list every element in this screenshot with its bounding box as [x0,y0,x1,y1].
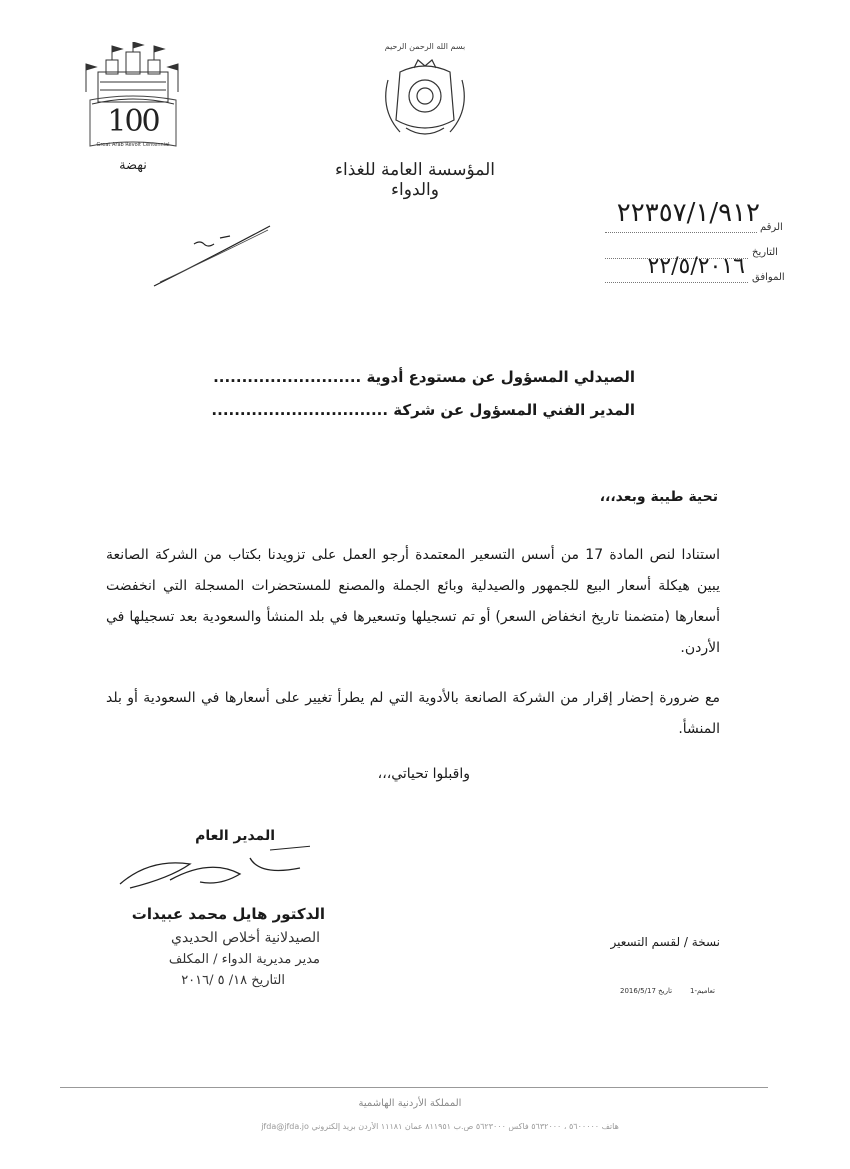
number-handwritten: ٢٢٣٥٧/١/٩١٢ [616,198,760,228]
stamp-line-1: الصيدلانية أخلاص الحديدي [171,930,320,946]
small-footer-date: تاريخ 2016/5/17 [620,987,673,995]
centenary-arabic: نهضة [119,158,147,173]
signature-title: المدير العام [195,828,275,844]
greeting: تحية طيبة وبعد،،، [599,489,718,505]
stamp-line-2: مدير مديرية الدواء / المكلف [168,952,320,967]
date-label: التاريخ [752,247,778,258]
coat-of-arms [370,40,480,150]
organization-name: المؤسسة العامة للغذاء والدواء [335,160,495,200]
copy-to: نسخة / لقسم التسعير [610,935,720,949]
initials-scribble [150,218,275,290]
closing: واقبلوا تحياتي،،، [377,766,470,782]
number-dots [605,232,757,233]
number-label: الرقم [760,222,783,233]
addressee-technical-director: المدير الفني المسؤول عن شركة ............................... [211,401,635,419]
basmala: بسم الله الرحمن الرحيم [384,42,466,51]
hijri-dots [605,282,748,283]
paragraph-1: استنادا لنص المادة 17 من أسس التسعير المعتمدة أرجو العمل على تزويدنا بكتاب من الشركة الصانعة يبين هيكلة أسعار البيع للجمهور والصيدلية وبائع الجملة والمصنع للمستحضرات المسجلة التي انخفضت أسعارها (متضمنا تاريخ انخفاض السعر) أو تم تسجيلها وتسعيرها في بلد المنشأ والسعودية بعد تسجيلها في الأردن. [106,547,720,656]
small-footer-ref: 1-تعاميم [690,987,715,995]
paragraph-2: مع ضرورة إحضار إقرار من الشركة الصانعة بالأدوية التي لم يطرأ تغيير على أسعارها في السعودية أو بلد المنشأ. [106,690,720,737]
footer-divider [60,1087,768,1088]
centenary-caption: Great Arab Revolt Centennial [96,142,170,148]
footer-title: المملكة الأردنية الهاشمية [358,1098,462,1109]
signatory-name: الدكتور هايل محمد عبيدات [131,905,325,923]
centenary-number: 100 [107,104,159,139]
hijri-handwritten: ٢٢/٥/٢٠١٦ [647,254,745,279]
signature-scribble [110,838,310,898]
hijri-label: الموافق [752,272,785,283]
stamp-line-3: التاريخ ١٨/ ٥ /٢٠١٦ [181,973,285,988]
coat-of-arms-icon [370,40,480,150]
centenary-logo [78,42,188,182]
addressee-pharmacist: الصيدلي المسؤول عن مستودع أدوية .......................... [213,368,635,386]
footer-address: هاتف ٥٦٠٠٠٠٠ ، ٥٦٣٢٠٠٠ فاكس ٥٦٢٣٠٠٠ ص.ب ٨١١٩٥١ عمان ١١١٨١ الأردن بريد إلكتروني jfda@jfda.jo [261,1122,619,1131]
